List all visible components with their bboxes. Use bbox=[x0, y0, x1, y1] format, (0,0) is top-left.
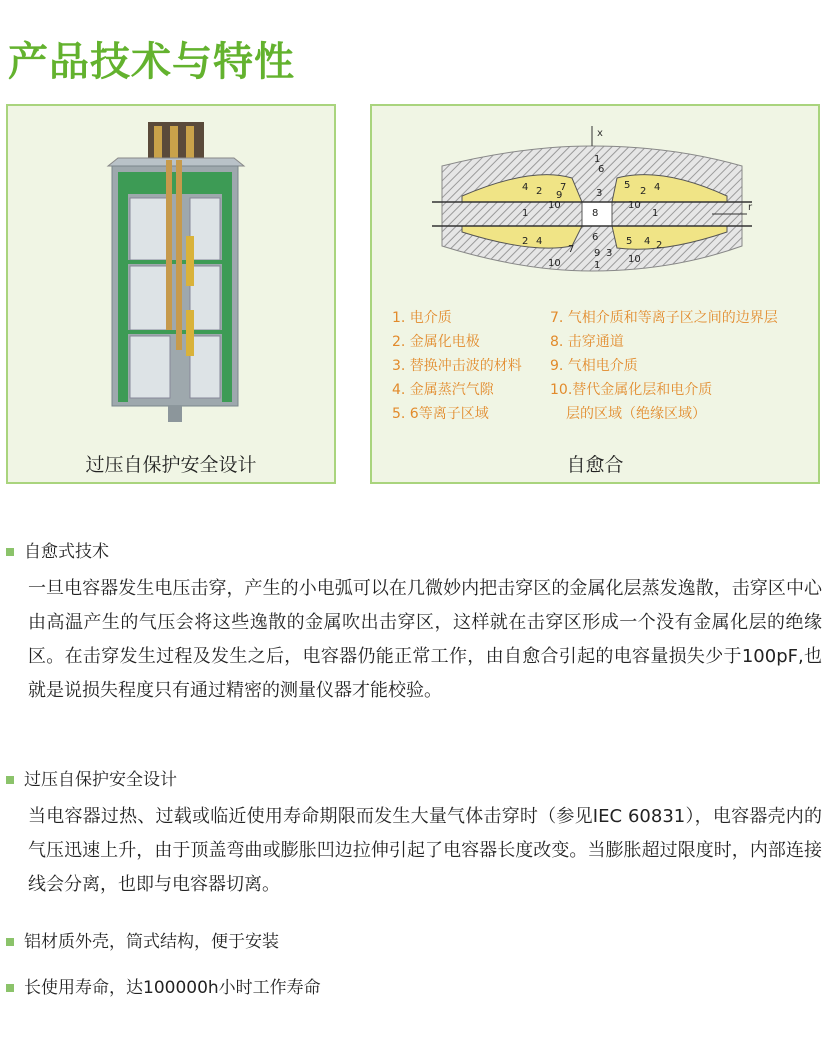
svg-text:9: 9 bbox=[556, 190, 563, 201]
svg-text:6: 6 bbox=[592, 232, 599, 243]
svg-text:5: 5 bbox=[624, 180, 631, 191]
legend-item: 9. 气相电介质 bbox=[550, 358, 638, 374]
section-heading: 自愈式技术 bbox=[24, 542, 109, 562]
svg-text:4: 4 bbox=[644, 236, 651, 247]
legend-item: 10.替代金属化层和电介质 bbox=[550, 382, 713, 398]
section-heading: 铝材质外壳，筒式结构，便于安装 bbox=[24, 932, 279, 952]
section-heading: 过压自保护安全设计 bbox=[24, 770, 177, 790]
svg-text:7: 7 bbox=[568, 244, 575, 255]
legend-item: 3. 替换冲击波的材料 bbox=[392, 358, 522, 374]
svg-text:2: 2 bbox=[522, 236, 529, 247]
legend-item: 7. 气相介质和等离子区之间的边界层 bbox=[550, 310, 778, 326]
svg-text:10: 10 bbox=[548, 200, 561, 211]
section-body: 当电容器过热、过载或临近使用寿命期限而发生大量气体击穿时（参见IEC 60831），电容器壳内的气压迅速上升，由于顶盖弯曲或膨胀凹边拉伸引起了电容器长度改变。当膨胀超过限度时，内部连接线会分离，也即与电容器切离。 bbox=[28, 806, 822, 895]
svg-text:4: 4 bbox=[536, 236, 543, 247]
page-title: 产品技术与特性 bbox=[8, 39, 295, 85]
legend-item: 层的区域（绝缘区域） bbox=[566, 406, 706, 422]
section-overpressure bbox=[6, 768, 822, 902]
svg-text:10: 10 bbox=[628, 200, 641, 211]
overpressure-caption: 过压自保护安全设计 bbox=[85, 454, 257, 476]
svg-text:r: r bbox=[748, 202, 753, 213]
svg-text:1: 1 bbox=[522, 208, 529, 219]
overpressure-panel bbox=[6, 104, 336, 484]
svg-text:3: 3 bbox=[606, 248, 613, 259]
svg-text:7: 7 bbox=[560, 182, 567, 193]
svg-text:8: 8 bbox=[592, 208, 599, 219]
self-healing-diagram bbox=[372, 106, 818, 296]
legend-item: 1. 电介质 bbox=[392, 310, 452, 326]
section-lifetime bbox=[6, 976, 822, 1000]
bullet-icon bbox=[6, 938, 14, 946]
self-healing-caption: 自愈合 bbox=[566, 454, 624, 476]
section-housing bbox=[6, 930, 822, 954]
svg-text:6: 6 bbox=[598, 164, 605, 175]
bullet-icon bbox=[6, 776, 14, 784]
legend-item: 8. 击穿通道 bbox=[550, 334, 624, 350]
capacitor-cutaway-illustration bbox=[8, 106, 334, 436]
svg-text:9: 9 bbox=[594, 248, 601, 259]
svg-text:2: 2 bbox=[656, 240, 663, 251]
section-heading: 长使用寿命，达100000h小时工作寿命 bbox=[24, 978, 321, 998]
svg-text:1: 1 bbox=[652, 208, 659, 219]
svg-text:3: 3 bbox=[596, 188, 603, 199]
svg-text:4: 4 bbox=[654, 182, 661, 193]
svg-text:2: 2 bbox=[536, 186, 543, 197]
section-self-healing bbox=[6, 540, 822, 708]
svg-text:10: 10 bbox=[628, 254, 641, 265]
legend-column-1 bbox=[392, 306, 522, 426]
bullet-icon bbox=[6, 984, 14, 992]
bullet-icon bbox=[6, 548, 14, 556]
self-healing-panel bbox=[370, 104, 820, 484]
svg-text:5: 5 bbox=[626, 236, 633, 247]
svg-text:1: 1 bbox=[594, 260, 601, 271]
svg-text:1: 1 bbox=[594, 154, 601, 165]
svg-text:2: 2 bbox=[640, 186, 647, 197]
legend-item: 4. 金属蒸汽气隙 bbox=[392, 382, 494, 398]
legend-item: 5. 6等离子区域 bbox=[392, 406, 489, 422]
svg-text:4: 4 bbox=[522, 182, 529, 193]
svg-text:10: 10 bbox=[548, 258, 561, 269]
legend-column-2 bbox=[550, 306, 778, 426]
legend-item: 2. 金属化电极 bbox=[392, 334, 480, 350]
svg-text:x: x bbox=[597, 128, 603, 139]
section-body: 一旦电容器发生电压击穿，产生的小电弧可以在几微妙内把击穿区的金属化层蒸发逸散，击穿区中心由高温产生的气压会将这些逸散的金属吹出击穿区，这样就在击穿区形成一个没有金属化层的绝缘区。在击穿发生过程及发生之后，电容器仍能正常工作，由自愈合引起的电容量损失少于100pF,也就是说损失程度只有通过精密的测量仪器才能校验。 bbox=[28, 578, 822, 701]
